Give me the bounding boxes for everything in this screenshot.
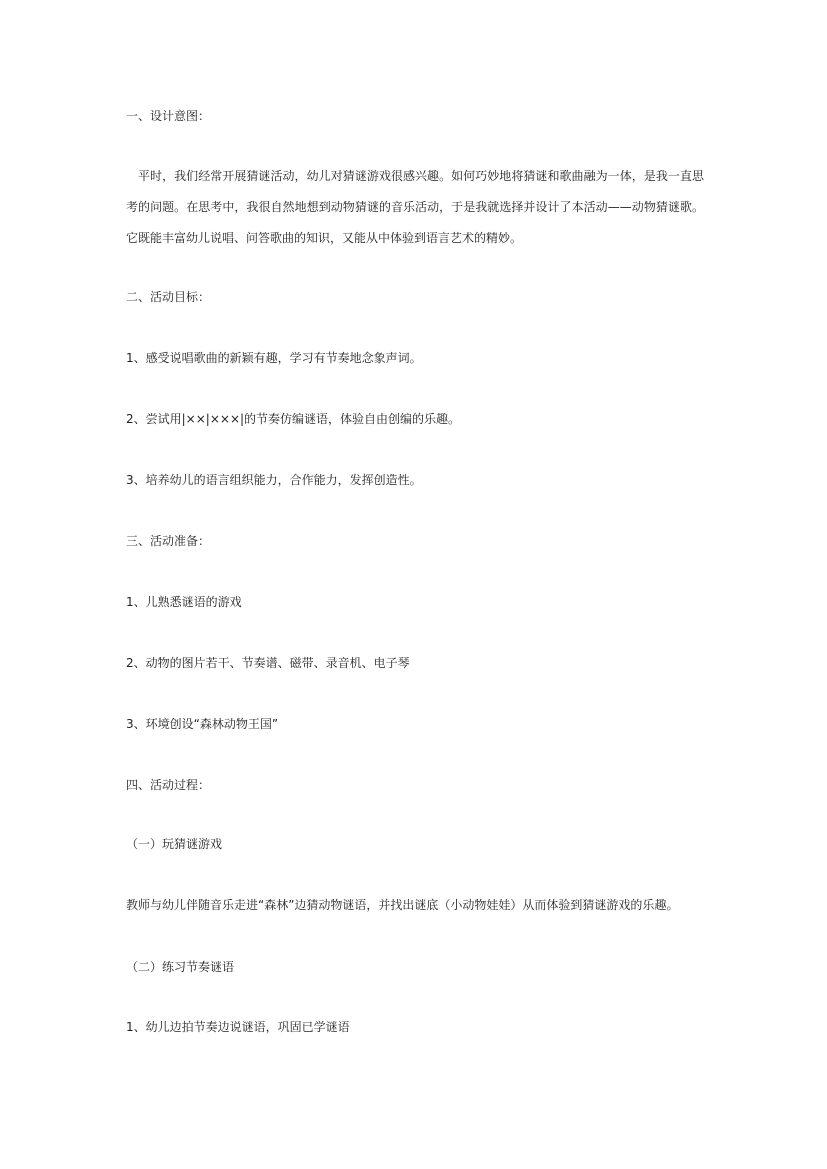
section4-sub2-heading: （二）练习节奏谜语 xyxy=(126,960,235,974)
section4-sub2-item-1: 1、幼儿边拍节奏边说谜语，巩固已学谜语 xyxy=(126,1020,350,1034)
section2-item-1: 1、感受说唱歌曲的新颖有趣，学习有节奏地念象声词。 xyxy=(126,351,422,365)
section4-sub1-heading: （一）玩猜谜游戏 xyxy=(126,837,223,851)
section2-item-2: 2、尝试用|××|×××|的节奏仿编谜语，体验自由创编的乐趣。 xyxy=(126,412,461,426)
section3-item-1: 1、儿熟悉谜语的游戏 xyxy=(126,595,242,609)
section1-heading: 一、设计意图： xyxy=(126,109,211,123)
section4-sub1-text: 教师与幼儿伴随音乐走进“森林”边猜动物谜语，并找出谜底（小动物娃娃）从而体验到猜谜游戏的乐趣。 xyxy=(126,898,679,912)
section4-heading: 四、活动过程： xyxy=(126,778,211,792)
section2-item-3: 3、培养幼儿的语言组织能力，合作能力，发挥创造性。 xyxy=(126,473,422,487)
section3-item-3: 3、环境创设“森林动物王国” xyxy=(126,717,279,731)
section3-item-2: 2、动物的图片若干、节奏谱、磁带、录音机、电子琴 xyxy=(126,656,410,670)
section1-paragraph: 平时，我们经常开展猜谜活动，幼儿对猜谜游戏很感兴趣。如何巧妙地将猜谜和歌曲融为一体，是我一直思考的问题。在思考中，我很自然地想到动物猜谜的音乐活动，于是我就选择并设计了本活动——动物猜谜歌。它既能丰富幼儿说唱、问答歌曲的知识，又能从中体验到语言艺术的精妙。 xyxy=(126,169,704,245)
section3-heading: 三、活动准备： xyxy=(126,534,211,548)
section2-heading: 二、活动目标： xyxy=(126,290,211,304)
